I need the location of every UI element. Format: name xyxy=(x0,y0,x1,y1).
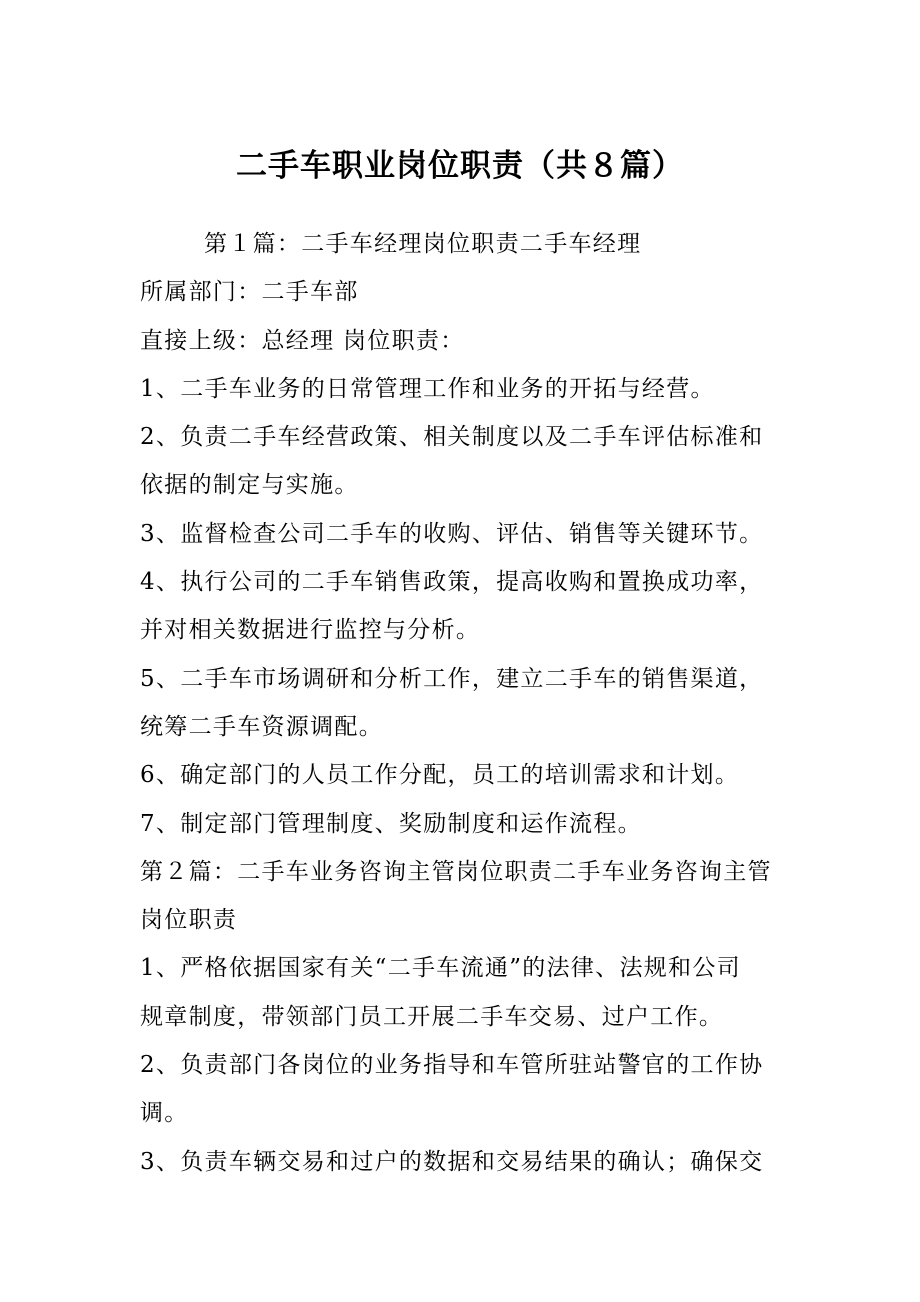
list-item: 1、严格依据国家有关“二手车流通”的法律、法规和公司 xyxy=(140,955,741,982)
list-item: 2、负责部门各岗位的业务指导和车管所驻站警官的工作协 xyxy=(140,1052,764,1079)
section-heading-continuation: 岗位职责 xyxy=(140,907,238,934)
list-item: 1、二手车业务的日常管理工作和业务的开拓与经营。 xyxy=(140,375,715,402)
document-body xyxy=(140,220,790,1186)
section-heading: 第１篇：二手车经理岗位职责二手车经理 xyxy=(204,231,642,257)
paragraph-line: 直接上级：总经理 岗位职责： xyxy=(140,327,465,354)
paragraph-line: 所属部门：二手车部 xyxy=(140,279,359,306)
section-heading: 第２篇：二手车业务咨询主管岗位职责二手车业务咨询主管 xyxy=(140,858,772,885)
list-item-continuation: 并对相关数据进行监控与分析。 xyxy=(140,617,481,644)
list-item: 7、制定部门管理制度、奖励制度和运作流程。 xyxy=(140,810,642,837)
list-item-continuation: 规章制度，带领部门员工开展二手车交易、过户工作。 xyxy=(140,1003,724,1030)
list-item: 4、执行公司的二手车销售政策，提高收购和置换成功率， xyxy=(140,569,764,596)
list-item-continuation: 统筹二手车资源调配。 xyxy=(140,713,383,740)
list-item: 2、负责二手车经营政策、相关制度以及二手车评估标准和 xyxy=(140,424,764,451)
list-item: 5、二手车市场调研和分析工作，建立二手车的销售渠道， xyxy=(140,665,764,692)
list-item: 6、确定部门的人员工作分配，员工的培训需求和计划。 xyxy=(140,762,740,789)
list-item-continuation: 调。 xyxy=(140,1100,189,1127)
list-item: 3、负责车辆交易和过户的数据和交易结果的确认；确保交 xyxy=(140,1148,764,1175)
list-item: 3、监督检查公司二手车的收购、评估、销售等关键环节。 xyxy=(140,520,764,547)
document-title: 二手车职业岗位职责（共８篇） xyxy=(236,148,684,184)
list-item-continuation: 依据的制定与实施。 xyxy=(140,472,359,499)
